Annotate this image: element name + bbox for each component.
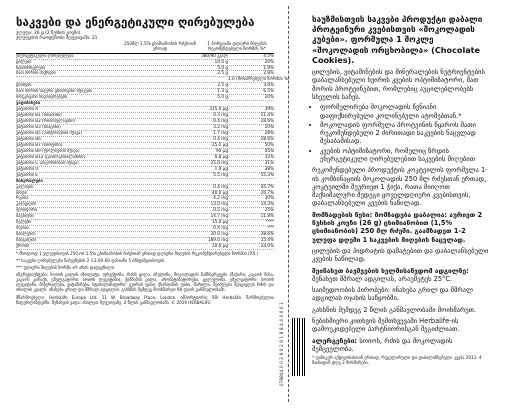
nutrition-table-header (16, 42, 274, 53)
nutrient-name: ვიტამინი B6 (16, 136, 41, 141)
header-daily-percent: 1 პორციაში დღიური მიღების რეკომენდებული ნორმის %* (207, 41, 267, 51)
nutrient-name: ვიტამინი B12 (ციანოკობალამინი) (16, 154, 86, 159)
nutrient-amount: 0.4 mg (213, 183, 228, 189)
nutrient-name: ბოჭკოვანი ნივთიერებები (16, 95, 68, 100)
prep-label: მომზადების წესი: მომზადება დაბალია: (312, 210, 450, 219)
usage-text: რეკომენდებული პროდუქტის კოკტეილის ფორმულა 1-ის კომბინაციის შოკოლადის 250 მლ რძესთან ერთად, კოკტეილში შეურიეთ 1 ჭიქა, რათა მიიღოთ მაქსიმალური შედეგი ყოველდღიური კვებისთვის, დაბალანსებული კვების ნაწილად. (312, 166, 488, 208)
nutrient-name: ვიტამინი B9 (ფოლიუმის მჟავა) (16, 148, 80, 153)
nutrient-name: ნახშირწყლები (16, 65, 46, 70)
nutrient-daily-percent: 28.6% (260, 135, 274, 141)
nutrient-amount: 380/90 კკალ (201, 52, 228, 58)
nutrient-name: იოდი (16, 190, 28, 195)
footnote-3: *** დღიური მიღების ნორმა არ არის დადგენილი. (16, 264, 116, 270)
nutrient-daily-percent: 15.4% (260, 237, 274, 243)
nutrient-name: ქრომი (16, 244, 30, 249)
nutrient-daily-percent: 1.0 (მოსაზრებული ნორმის %) (228, 76, 290, 82)
prep-text: აურიეთ 2 ნუსხის კოვზი (26 g) ცხიმიანობით (1,5% ცხიმიანობის) 250 მლ რძეში. გაამზადეთ 1-2 ულუფა დღეში 1 საკვების მიღების ნაცვლად. (312, 210, 483, 244)
ingredients-text: ინგრედიენტები: სოიოს ცილის იზოლატი, ფრუქტოზა, რძის ცილა, ინულინი, შოკოლადის ნამსხვრევები (შაქარი, კაკაოს მასა, კაკაოს კარაქი, ემულგატორი: სოიოს ლეციტინი), ქიშმიშის ცილა, არომატიზატორები, ცელულოზა, ემულგატორი: სოიოს ლეციტინი, მინერალები, ვიტამინები, სტაბილიზატორი: გუარის ფისი, ქსანთანის ფისი, მარილი. შეიძლება შეიცავდეს რძის და თხილის კვალს. ინახება გრილ და მშრალ ადგილას. გახსნის შემდეგ მოიხმარეთ 90 დღის განმავლობაში. (16, 272, 274, 293)
product-description-panel (312, 14, 492, 365)
nutrient-amount: 10.0 μg (212, 243, 228, 249)
nutrient-daily-percent: 20% (264, 58, 274, 64)
nutrient-daily-percent: 31% (264, 159, 274, 165)
nutrient-amount: 1.9 μg (214, 165, 228, 171)
nutrient-name: ვიტამინი B3 (ნიაცინი) (16, 125, 61, 130)
nutrition-title: საკვები და ენერგეტიკული ღირებულება (16, 15, 255, 29)
product-title: საუზმისთვის საკვები პროდუქტი დაბალი პროტეინური კვებისთვის «შოკოლადის კუბები». ფორმულა 1 მოკლე «შოკოლადის ორცხობილა» (Chocolate Cookies). (312, 14, 483, 65)
nutrient-daily-percent: 6.5% (263, 88, 274, 94)
nutrient-name: ვიტამინი E (16, 172, 38, 177)
nutrient-daily-percent: 21.4% (260, 112, 274, 118)
nutrient-daily-percent: 28.6% (260, 231, 274, 237)
nutrient-amount: 3.2 mg (213, 124, 228, 130)
nutrient-daily-percent: 2.8% (263, 70, 274, 76)
nutrient-name (16, 77, 166, 82)
nutrient-name: ფოსფორი (16, 208, 38, 213)
nutrient-amount: 2.5 g (217, 70, 228, 76)
nutrient-amount: 0.8 μg (214, 153, 228, 159)
nutrient-daily-percent: 50% (264, 141, 274, 147)
nutrient-daily-percent: 28.6% (260, 118, 274, 124)
nutrient-name: ვიტამინი B7 (ბიოტინი) (16, 142, 63, 147)
nutrient-daily-percent: **** (265, 219, 274, 225)
nutrient-name: კალციუმი (16, 202, 36, 207)
benefit-item: • შოკოლადის ფორმულა პროტეინის წყაროს მათი რეკომენდებული 2 ძირითადი საკვების ნაცვლად შესაბამისად. (320, 121, 492, 146)
nutrient-amount: 5.0 g (217, 94, 228, 100)
nutrient-name: კალიუმი (16, 184, 34, 189)
nutrient-daily-percent: 38% (264, 165, 274, 171)
servings-per-pack: ულუფების რაოდენობა შეფუთვაში: 21 (16, 36, 98, 42)
nutrient-amount: 5.5 mg (213, 171, 228, 177)
header-nutrient (16, 42, 120, 51)
nutrient-daily-percent: 26.7% (260, 189, 274, 195)
nutrient-name: ვიტამინები (16, 101, 41, 106)
nutrition-panel (16, 15, 290, 306)
nutrient-amount: 90 μg (216, 147, 228, 153)
nutrient-daily-percent: 32% (264, 153, 274, 159)
nutrient-name: ვიტამინი B5 (პანტოთენის მჟავა) (16, 130, 82, 135)
nutrient-amount: 0.4 mg (213, 135, 228, 141)
nutrient-name: ვიტამინი D (16, 166, 39, 171)
nutrient-daily-percent: 39% (264, 106, 274, 112)
nutrient-amount (166, 179, 228, 184)
manufacturer-text: მწარმოებელი: Herbalife Europe Ltd, 11 W. Broadway Place, London. იმპორტიორი: შპს Herbalife. წარმოებულია ნიდერლანდებში. შენახვის ვადა: იხილეთ შეფუთვაზე. 2 წლის განმავლობაში. © 2019 HERBALIFE (16, 295, 274, 305)
nutrient-daily-percent: 4.5% (263, 52, 274, 58)
nutrient-daily-percent: 14.3% (260, 201, 274, 207)
nutrient-name: ვიტამინი A (16, 107, 39, 112)
nutrient-amount: 0.4 mg (213, 118, 228, 124)
table-row (16, 244, 274, 250)
nutrient-name: ენერგეტიკული ღირებულება (16, 53, 74, 58)
nutrient-amount: 15.0 μg (212, 219, 228, 225)
nutrient-amount: 4.2 mg (213, 195, 228, 201)
warning-text: შენახეთ მშრალ ადგილას, არაუმეტეს 25°C. (312, 274, 453, 283)
nutrient-daily-percent: 55.3% (260, 171, 274, 177)
nutrient-name: ცილები (16, 59, 32, 64)
allergen-label: ალერგენები: (312, 336, 360, 345)
product-intro: ცილების, ვიტამინების და მინერალების ნუტრიენტების დაბალანსებული ხეირის კვების ოპტიმიზატორი, მათ შორის პროტეინებით, რომლებიც აუცილებლობებს სხეულის საჩეს. (312, 68, 485, 101)
nutrient-name: ვიტამინი C (ასკორბინის მჟავა) (16, 160, 79, 165)
nutrient-amount: 0.3 mg (213, 112, 228, 118)
nutrient-daily-percent: 11.8% (260, 213, 274, 219)
warning-label: შეინახეთ ბავშვების ხელმისაწვდომ ადგილზე: (312, 266, 469, 275)
nutrient-daily-percent: *** (267, 225, 274, 231)
fold-divider (288, 6, 289, 402)
nutrient-name: მანგანუმი (16, 238, 36, 243)
nutrient-amount: 5.0 g (217, 64, 228, 70)
nutrient-daily-percent: 45% (264, 147, 274, 153)
nutrient-amount: 315.0 μg (209, 106, 228, 112)
product-code: 078844 0 0 2 9 0 2 9 1 8 8 4 4 0 0 6 1 (279, 302, 284, 386)
nutrient-amount: 0.5 mg (213, 207, 228, 213)
nutrient-name: ვიტამინი B1 (თიამინი) (16, 113, 62, 118)
allergen-block (312, 337, 492, 354)
nutrient-daily-percent: 20% (264, 124, 274, 130)
nutrient-name: მათ შორის ნაჯერი ცხიმოვანი მჟავები (16, 89, 92, 94)
nutrient-amount: 1.3 g (217, 88, 228, 94)
extra-info-2: გახსნის შემდეგ 2 წლის განმავლობაში მოიხმარეთ. (312, 305, 476, 314)
nutrient-amount: 25.0 mg (210, 159, 228, 165)
nutrient-name: სპილენძი (16, 232, 36, 237)
nutrient-amount: 1.7 mg (213, 129, 228, 135)
nutrient-amount: 25.0 μg (212, 141, 228, 147)
nutrient-amount: 14.7 mg (210, 213, 228, 219)
nutrient-name: ვიტამინი B2 (რიბოფლავინი) (16, 119, 76, 124)
nutrient-amount: 189.0 mg (207, 237, 228, 243)
benefit-list (312, 103, 492, 163)
nutrient-daily-percent: 25% (264, 207, 274, 213)
nutrient-amount: 40.0 μg (212, 189, 228, 195)
nutrient-daily-percent: 45.7% (260, 183, 274, 189)
nutrient-amount: 10.0 g (214, 58, 228, 64)
nutrient-daily-percent: 28% (264, 129, 274, 135)
storage-text: ცილების და ჰიდრატის დამატებით და დაბალანსებული კვების ნაწილად. (312, 246, 489, 264)
right-footnote: * ფიზიკურ აქტივობასთან ერთად, რეგულარული და დაბალანსებული კვება 2011. 4 მაისიდან დღე 2 მოხმარება. (312, 355, 482, 366)
nutrient-name: მათ შორის შაქრები (16, 71, 56, 76)
nutrient-name: მინერალები (16, 178, 43, 183)
nutrient-daily-percent (228, 179, 274, 184)
nutrient-daily-percent: 1.9% (263, 64, 274, 70)
nutrient-daily-percent: 20% (264, 94, 274, 100)
header-with-milk: 250მლ 1.5% ცხიმიანობის რძესთან ერთად (123, 41, 196, 51)
nutrient-name: სელენი (16, 220, 32, 225)
footnote-1: * მხოლოდ 1 ულუფისთვის 250 ml 1.5% ცხიმიანობის რძესთან ერთად დღიური მიღების რეკომენდირებული ნორმის (მ.ნ.) (16, 251, 259, 257)
nutrient-daily-percent: 3.6% (263, 82, 274, 88)
nutrient-amount: 20.0 mg (210, 231, 228, 237)
barcode-icon (292, 318, 306, 376)
nutrient-daily-percent: 24.0% (260, 243, 274, 249)
nutrient-amount: 13.0 mg (210, 201, 228, 207)
footnote-2: ** საკვები ღირებულება ნაჩვენების 2 ჰ.2.00-00 ფასიანი 5 ინსტანციისთვის. (16, 257, 166, 263)
extra-info-1: საიმედოობის პირობები: ინახება გრილ და მშრალ ადგილას ოჯახის საწყობში. (312, 286, 473, 303)
benefit-item: • კვების ოპტიმიზატორი, რომელიც ზრდის ენერგეტიკული ღირებულებით საკვების მიღებით (320, 147, 492, 164)
nutrient-amount: 2.5 g (217, 82, 228, 88)
warning-block (312, 267, 492, 284)
extra-info-3: ნებისმიერი კითხვის შემთხვევაში Herbalife-ის დამოუკიდებელი პარტნიორისგან შეგიძლიათ. (312, 317, 460, 334)
nutrient-amount: 0.4 mg (213, 225, 228, 231)
nutrition-table (16, 52, 290, 250)
serving-size: ულუფა: 26 g (2 ნუსხის კოვზი) (16, 31, 81, 36)
nutrient-name: რკინა (16, 196, 28, 201)
benefit-item: • ფორმულირება შოკოლადის წვნიანი დაფიქსირებული კოლინებული ატომებთან.* (320, 103, 492, 120)
preparation-block (312, 211, 492, 244)
allergen-text: სოიოს, რძის და შოკოლადის შემცველობა. (312, 336, 453, 353)
nutrient-name: ცხიმები (16, 83, 32, 88)
nutrient-name: თუთია (16, 226, 30, 231)
nutrient-name: მაგნიუმი (16, 214, 34, 219)
nutrient-daily-percent: 30% (264, 195, 274, 201)
